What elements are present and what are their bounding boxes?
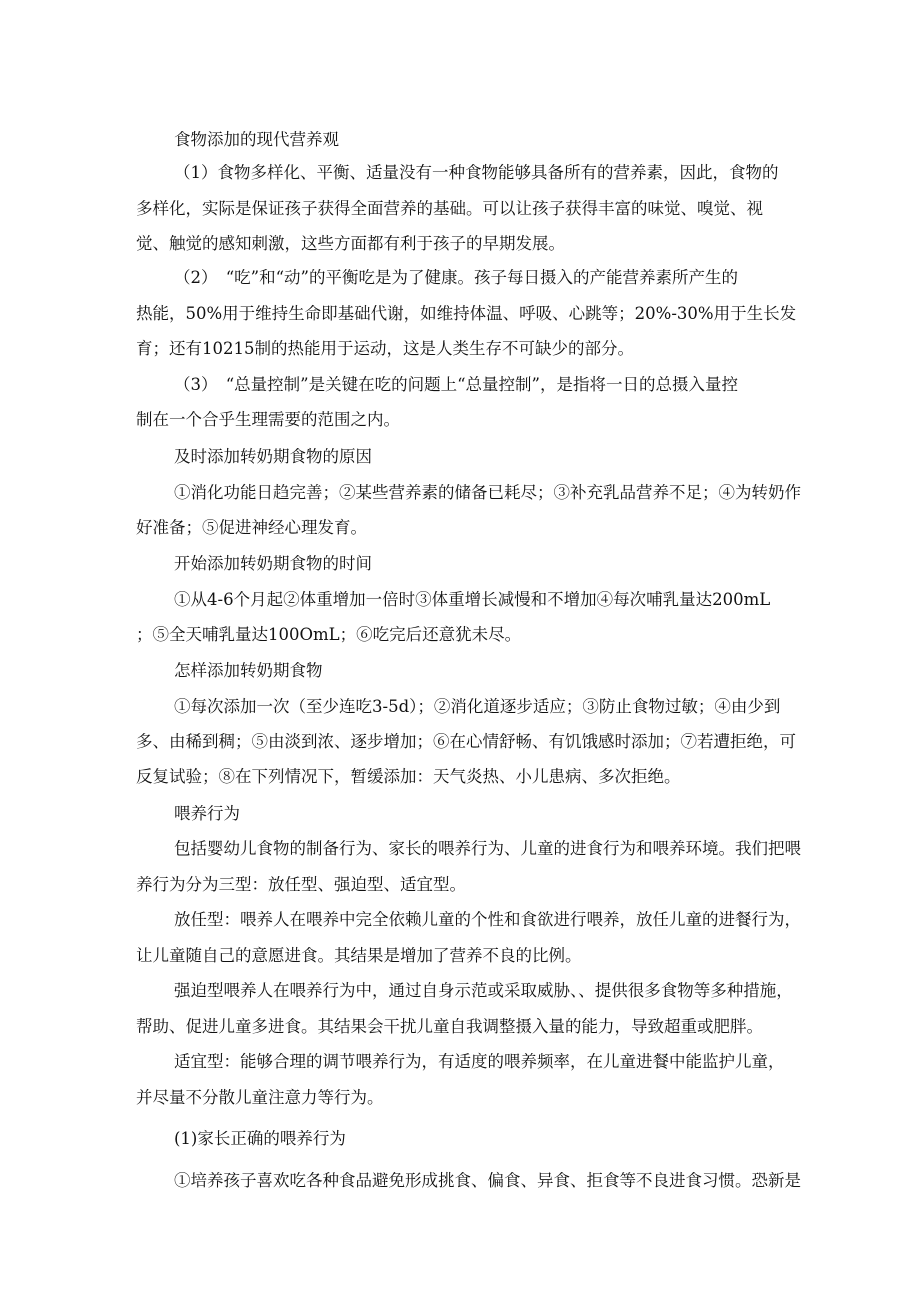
section-heading-how-to-add: 怎样添加转奶期食物 [174, 661, 323, 680]
paragraph-10-line-1: 适宜型：能够合理的调节喂养行为，有适度的喂养频率，在儿童进餐中能监护儿童， [174, 1052, 785, 1071]
paragraph-4-line-2: 好准备；⑤促进神经心理发育。 [136, 518, 367, 537]
section-heading-modern-nutrition: 食物添加的现代营养观 [174, 130, 339, 149]
paragraph-6-line-2: 多、由稀到稠；⑤由淡到浓、逐步增加；⑥在心情舒畅、有饥饿感时添加；⑦若遭拒绝，可 [136, 732, 796, 751]
paragraph-6-line-3: 反复试验；⑧在下列情况下，暂缓添加：天气炎热、小儿患病、多次拒绝。 [136, 767, 681, 786]
section-heading-parent-feeding: (1)家长正确的喂养行为 [174, 1129, 346, 1148]
section-heading-timing: 开始添加转奶期食物的时间 [174, 554, 372, 573]
paragraph-11-line-1: ①培养孩子喜欢吃各种食品避免形成挑食、偏食、异食、拒食等不良进食习惯。恐新是 [174, 1171, 801, 1190]
section-heading-reasons: 及时添加转奶期食物的原因 [174, 447, 372, 466]
paragraph-6-line-1: ①每次添加一次（至少连吃3-5d）；②消化道逐步适应；③防止食物过敏；④由少到 [174, 697, 781, 716]
paragraph-3-line-1: （3） “总量控制”是关键在吃的问题上“总量控制”，是指将一日的总摄入量控 [174, 375, 738, 394]
paragraph-8-line-2: 让儿童随自己的意愿进食。其结果是增加了营养不良的比例。 [136, 946, 582, 965]
paragraph-5-line-2: ；⑤全天哺乳量达100OmL；⑥吃完后还意犹未尽。 [136, 625, 522, 644]
paragraph-1-line-3: 觉、触觉的感知刺激，这些方面都有利于孩子的早期发展。 [136, 234, 565, 253]
paragraph-10-line-2: 并尽量不分散儿童注意力等行为。 [136, 1088, 384, 1107]
paragraph-1-line-2: 多样化，实际是保证孩子获得全面营养的基础。可以让孩子获得丰富的味觉、嗅觉、视 [136, 199, 763, 218]
paragraph-9-line-2: 帮助、促进儿童多进食。其结果会干扰儿童自我调整摄入量的能力，导致超重或肥胖。 [136, 1017, 763, 1036]
paragraph-5-line-1: ①从4-6个月起②体重增加一倍时③体重增长减慢和不增加④每次哺乳量达200mL [174, 590, 771, 609]
paragraph-4-line-1: ①消化功能日趋完善；②某些营养素的储备已耗尽；③补充乳品营养不足；④为转奶作 [174, 483, 801, 502]
paragraph-8-line-1: 放任型：喂养人在喂养中完全依赖儿童的个性和食欲进行喂养，放任儿童的进餐行为， [174, 910, 801, 929]
paragraph-2-line-1: （2） “吃”和“动”的平衡吃是为了健康。孩子每日摄入的产能营养素所产生的 [174, 268, 738, 287]
paragraph-1-line-1: （1）食物多样化、平衡、适量没有一种食物能够具备所有的营养素，因此，食物的 [174, 163, 779, 182]
paragraph-2-line-3: 育；还有10215制的热能用于运动，这是人类生存不可缺少的部分。 [136, 339, 634, 358]
paragraph-7-line-2: 养行为分为三型：放任型、强迫型、适宜型。 [136, 875, 466, 894]
paragraph-2-line-2: 热能，50%用于维持生命即基础代谢，如维持体温、呼吸、心跳等；20%-30%用于生长发 [136, 304, 797, 323]
paragraph-7-line-1: 包括婴幼儿食物的制备行为、家长的喂养行为、儿童的进食行为和喂养环境。我们把喂 [174, 839, 801, 858]
section-heading-feeding-behavior: 喂养行为 [174, 804, 240, 823]
paragraph-3-line-2: 制在一个合乎生理需要的范围之内。 [136, 410, 400, 429]
paragraph-9-line-1: 强迫型喂养人在喂养行为中，通过自身示范或采取威胁、、提供很多食物等多种措施， [174, 981, 793, 1000]
